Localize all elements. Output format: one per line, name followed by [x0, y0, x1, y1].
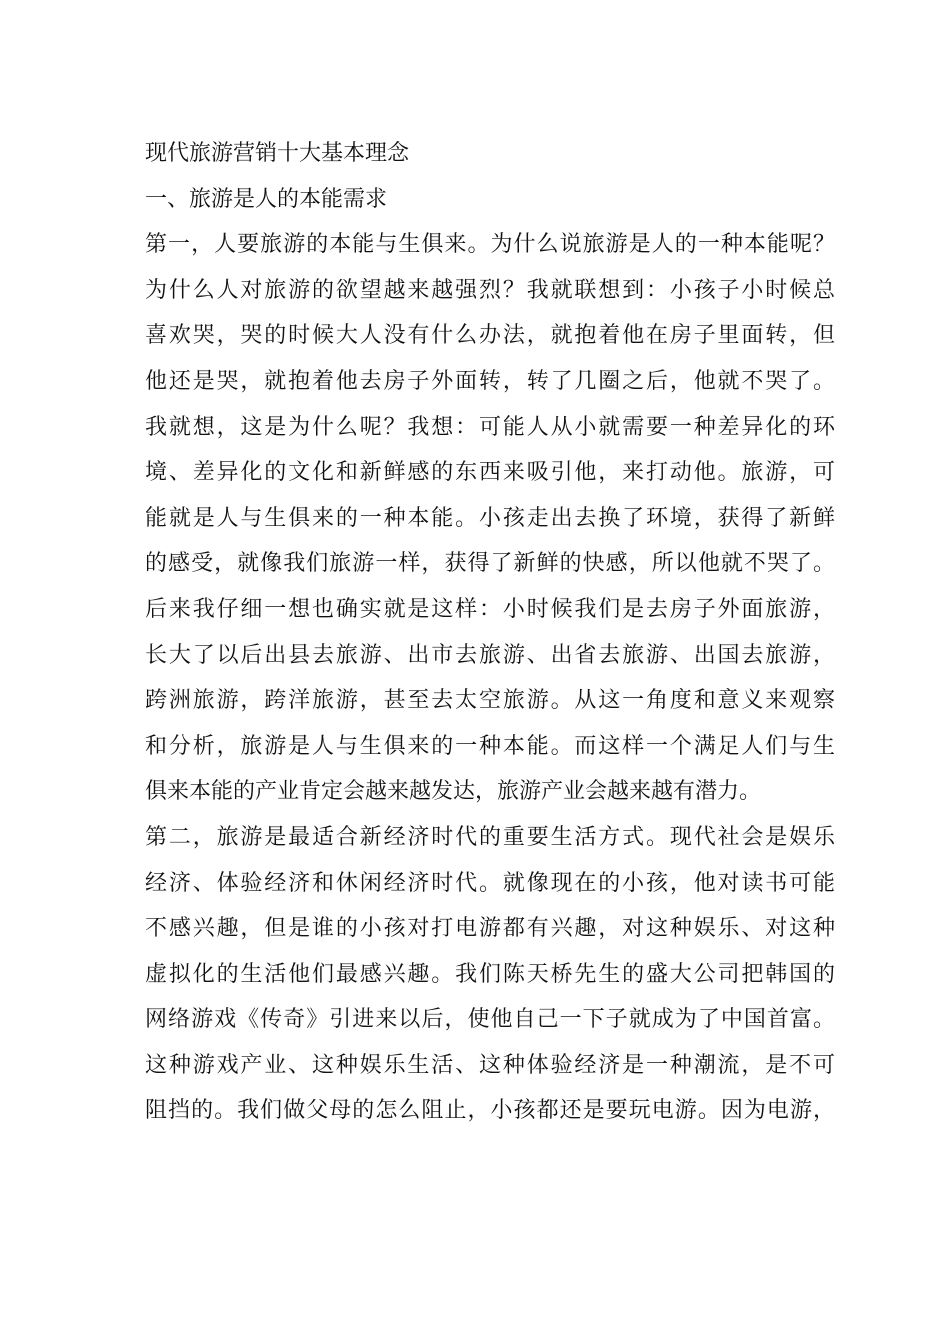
paragraph-line: 第一，人要旅游的本能与生俱来。为什么说旅游是人的一种本能呢？	[145, 232, 835, 258]
paragraph-line: 后来我仔细一想也确实就是这样：小时候我们是去房子外面旅游，	[145, 596, 835, 622]
paragraph-line: 经济、体验经济和休闲经济时代。就像现在的小孩，他对读书可能	[145, 870, 835, 896]
paragraph-line: 我就想，这是为什么呢？我想：可能人从小就需要一种差异化的环	[145, 414, 835, 440]
document-title: 现代旅游营销十大基本理念	[145, 141, 410, 166]
paragraph-line: 俱来本能的产业肯定会越来越发达，旅游产业会越来越有潜力。	[145, 779, 762, 805]
paragraph-line: 为什么人对旅游的欲望越来越强烈？我就联想到：小孩子小时候总	[145, 277, 835, 303]
paragraph-line: 虚拟化的生活他们最感兴趣。我们陈天桥先生的盛大公司把韩国的	[145, 961, 835, 987]
paragraph-line: 跨洲旅游，跨洋旅游，甚至去太空旅游。从这一角度和意义来观察	[145, 688, 835, 714]
paragraph-line: 和分析，旅游是人与生俱来的一种本能。而这样一个满足人们与生	[145, 733, 835, 759]
paragraph-line: 境、差异化的文化和新鲜感的东西来吸引他，来打动他。旅游，可	[145, 460, 835, 486]
paragraph-line: 不感兴趣，但是谁的小孩对打电游都有兴趣，对这种娱乐、对这种	[145, 916, 835, 942]
paragraph-line: 第二，旅游是最适合新经济时代的重要生活方式。现代社会是娱乐	[145, 824, 835, 850]
paragraph-line: 能就是人与生俱来的一种本能。小孩走出去换了环境，获得了新鲜	[145, 505, 835, 531]
paragraph-line: 阻挡的。我们做父母的怎么阻止，小孩都还是要玩电游。因为电游，	[145, 1098, 835, 1124]
paragraph-line: 他还是哭，就抱着他去房子外面转，转了几圈之后，他就不哭了。	[145, 368, 835, 394]
section-heading: 一、旅游是人的本能需求	[145, 186, 388, 212]
paragraph-line: 喜欢哭，哭的时候大人没有什么办法，就抱着他在房子里面转，但	[145, 323, 835, 349]
paragraph-line: 长大了以后出县去旅游、出市去旅游、出省去旅游、出国去旅游，	[145, 642, 835, 668]
paragraph-line: 这种游戏产业、这种娱乐生活、这种体验经济是一种潮流，是不可	[145, 1052, 835, 1078]
document-body	[145, 131, 835, 1134]
paragraph-line: 网络游戏《传奇》引进来以后，使他自己一下子就成为了中国首富。	[145, 1007, 835, 1033]
paragraph-line: 的感受，就像我们旅游一样，获得了新鲜的快感，所以他就不哭了。	[145, 551, 835, 577]
